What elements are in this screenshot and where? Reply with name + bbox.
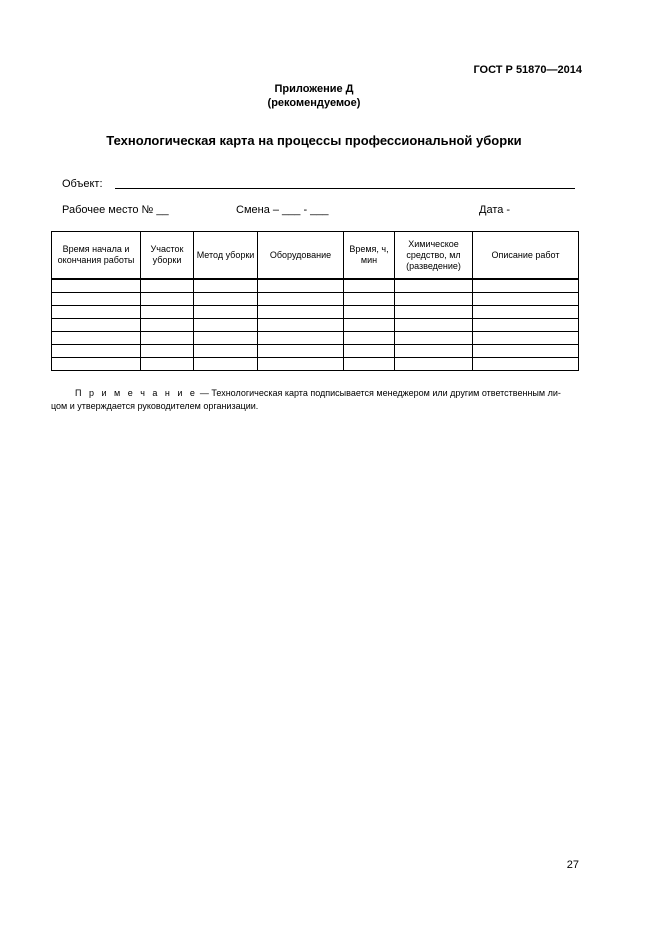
table-cell[interactable] — [141, 319, 194, 332]
table-cell[interactable] — [344, 306, 395, 319]
table-cell[interactable] — [473, 293, 579, 306]
note-text-line1: — Технологическая карта подписывается менеджером или другим ответственным ли- — [197, 388, 561, 398]
note-text-line2: цом и утверждается руководителем организации. — [51, 401, 259, 411]
page-title: Технологическая карта на процессы профессиональной уборки — [106, 133, 522, 148]
table-cell[interactable] — [258, 279, 344, 293]
table-cell[interactable] — [52, 319, 141, 332]
table-cell[interactable] — [194, 293, 258, 306]
table-cell[interactable] — [194, 332, 258, 345]
column-header-equipment: Оборудование — [258, 232, 344, 280]
page-number: 27 — [566, 859, 579, 871]
table-cell[interactable] — [141, 332, 194, 345]
table-cell[interactable] — [52, 293, 141, 306]
table-cell[interactable] — [473, 332, 579, 345]
table-cell[interactable] — [395, 332, 473, 345]
table-cell[interactable] — [194, 358, 258, 371]
note-label: П р и м е ч а н и е — [75, 388, 198, 398]
annex-title: Приложение Д — [274, 83, 354, 95]
table-cell[interactable] — [258, 345, 344, 358]
shift-label: Смена – ___ - ___ — [236, 204, 329, 216]
object-fill-line — [115, 188, 575, 189]
table-cell[interactable] — [258, 358, 344, 371]
table-cell[interactable] — [52, 358, 141, 371]
table-cell[interactable] — [395, 293, 473, 306]
table-row — [52, 306, 579, 319]
technological-map-table — [51, 231, 579, 371]
table-cell[interactable] — [258, 319, 344, 332]
table-cell[interactable] — [141, 345, 194, 358]
table-cell[interactable] — [395, 358, 473, 371]
table-cell[interactable] — [473, 358, 579, 371]
table-cell[interactable] — [473, 306, 579, 319]
table-cell[interactable] — [194, 306, 258, 319]
table-cell[interactable] — [395, 279, 473, 293]
annex-type: (рекомендуемое) — [267, 97, 361, 109]
table-cell[interactable] — [258, 306, 344, 319]
workplace-label: Рабочее место № __ — [62, 204, 169, 216]
table-cell[interactable] — [473, 279, 579, 293]
table-cell[interactable] — [258, 293, 344, 306]
table-cell[interactable] — [344, 319, 395, 332]
table-cell[interactable] — [344, 332, 395, 345]
column-header-method: Метод уборки — [194, 232, 258, 280]
table-row — [52, 319, 579, 332]
column-header-time: Время начала и окончания работы — [52, 232, 141, 280]
table-cell[interactable] — [344, 358, 395, 371]
table-cell[interactable] — [194, 345, 258, 358]
note — [51, 387, 578, 413]
document-standard-id: ГОСТ Р 51870—2014 — [473, 64, 582, 76]
table-row — [52, 332, 579, 345]
table-cell[interactable] — [52, 345, 141, 358]
table-cell[interactable] — [52, 332, 141, 345]
table-cell[interactable] — [395, 319, 473, 332]
table-cell[interactable] — [395, 306, 473, 319]
table-body — [52, 279, 579, 371]
table-cell[interactable] — [141, 306, 194, 319]
table-cell[interactable] — [344, 279, 395, 293]
table-row — [52, 358, 579, 371]
table-cell[interactable] — [194, 319, 258, 332]
table-cell[interactable] — [52, 306, 141, 319]
column-header-area: Участок уборки — [141, 232, 194, 280]
table-cell[interactable] — [141, 293, 194, 306]
date-label: Дата - — [479, 204, 511, 216]
table-cell[interactable] — [473, 345, 579, 358]
table-cell[interactable] — [141, 358, 194, 371]
table-header-row — [52, 232, 579, 280]
column-header-chemical: Химическое средство, мл (разведение) — [395, 232, 473, 280]
object-label: Объект: — [62, 178, 103, 190]
table-cell[interactable] — [258, 332, 344, 345]
annex-heading — [0, 82, 628, 110]
table-row — [52, 279, 579, 293]
table-row — [52, 293, 579, 306]
table-cell[interactable] — [194, 279, 258, 293]
table-cell[interactable] — [344, 293, 395, 306]
table-cell[interactable] — [344, 345, 395, 358]
table-cell[interactable] — [473, 319, 579, 332]
table-cell[interactable] — [141, 279, 194, 293]
column-header-duration: Время, ч, мин — [344, 232, 395, 280]
table-cell[interactable] — [52, 279, 141, 293]
table-row — [52, 345, 579, 358]
table-cell[interactable] — [395, 345, 473, 358]
column-header-description: Описание работ — [473, 232, 579, 280]
